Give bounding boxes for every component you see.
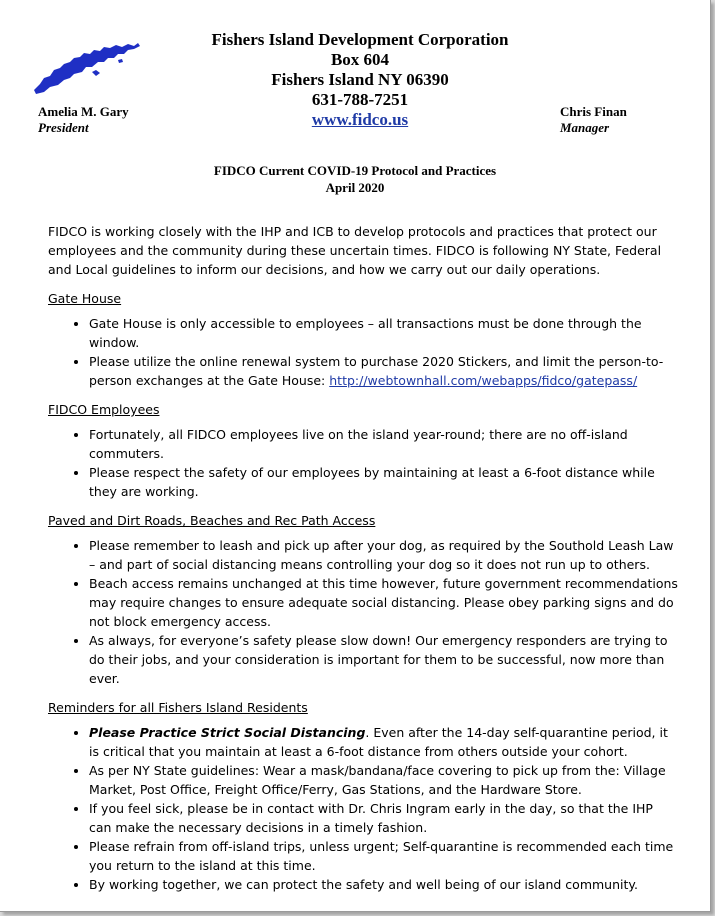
list-item: • Please refrain from off-island trips, unless urgent; Self-quarantine is recommended each time you return to the island at this time.	[89, 837, 678, 875]
list-item: • Please remember to leash and pick up after your dog, as required by the Southold Leash Law – and part of social distancing means controlling your dog so it does not run up to others.	[89, 536, 678, 574]
list-item: • If you feel sick, please be in contact with Dr. Chris Ingram early in the day, so that the IHP can make the necessary decisions in a timely fashion.	[89, 799, 678, 837]
section-heading-reminders: Reminders for all Fishers Island Residents	[48, 700, 308, 715]
document-title: FIDCO Current COVID-19 Protocol and Practices	[213, 163, 497, 178]
section-heading-employees: FIDCO Employees	[48, 402, 160, 417]
manager-block	[560, 104, 627, 136]
list-item: • Please utilize the online renewal system to purchase 2020 Stickers, and limit the person-to-person exchanges at the Gate House: http://webtownhall.com/webapps/fidco/gatepass/	[89, 352, 678, 390]
intro-paragraph: FIDCO is working closely with the IHP and ICB to develop protocols and practices that protect our employees and the community during these uncertain times. FIDCO is following NY State, Federal and Local guidelines to inform our decisions, and how we carry out our daily operations.	[48, 224, 662, 277]
document-body	[48, 222, 678, 894]
org-box: Box 604	[330, 50, 390, 69]
list-item: • Fortunately, all FIDCO employees live on the island year-round; there are no off-island commuters.	[89, 425, 678, 463]
gatepass-link[interactable]: http://webtownhall.com/webapps/fidco/gatepass/	[329, 373, 638, 388]
org-name: Fishers Island Development Corporation	[211, 30, 509, 49]
website-link[interactable]: www.fidco.us	[311, 110, 409, 129]
gate-house-list	[48, 314, 678, 390]
list-item: • Please Practice Strict Social Distancing. Even after the 14-day self-quarantine period, it is critical that you maintain at least a 6-foot distance from others outside your cohort.	[89, 723, 678, 761]
manager-role: Manager	[560, 120, 610, 135]
list-item: • Beach access remains unchanged at this time however, future government recommendations may require changes to ensure adequate social distancing. Please obey parking signs and do not block emergency access.	[89, 574, 678, 631]
org-address: Fishers Island NY 06390	[271, 70, 449, 89]
org-header	[170, 30, 550, 130]
president-block	[38, 104, 129, 136]
reminders-list	[48, 723, 678, 894]
org-phone: 631-788-7251	[311, 90, 409, 109]
manager-name: Chris Finan	[560, 104, 627, 119]
list-item: • Gate House is only accessible to employees – all transactions must be done through the window.	[89, 314, 678, 352]
section-heading-gate-house: Gate House	[48, 291, 122, 306]
list-item: • As always, for everyone’s safety please slow down! Our emergency responders are trying to do their jobs, and your consideration is important for them to be successful, now more than ever.	[89, 631, 678, 688]
island-map-icon	[30, 40, 142, 96]
roads-beaches-list	[48, 536, 678, 688]
document-title-block	[0, 162, 710, 196]
document-date: April 2020	[325, 180, 385, 195]
list-item: • By working together, we can protect the safety and well being of our island community.	[89, 875, 678, 894]
list-item: • Please respect the safety of our employees by maintaining at least a 6-foot distance while they are working.	[89, 463, 678, 501]
president-name: Amelia M. Gary	[38, 104, 129, 119]
list-item: • As per NY State guidelines: Wear a mask/bandana/face covering to pick up from the: Village Market, Post Office, Freight Office/Ferry, Gas Stations, and the Hardware Store.	[89, 761, 678, 799]
president-role: President	[38, 120, 89, 135]
employees-list	[48, 425, 678, 501]
section-heading-roads-beaches: Paved and Dirt Roads, Beaches and Rec Path Access	[48, 513, 376, 528]
emphasis-text: Please Practice Strict Social Distancing	[89, 725, 366, 740]
